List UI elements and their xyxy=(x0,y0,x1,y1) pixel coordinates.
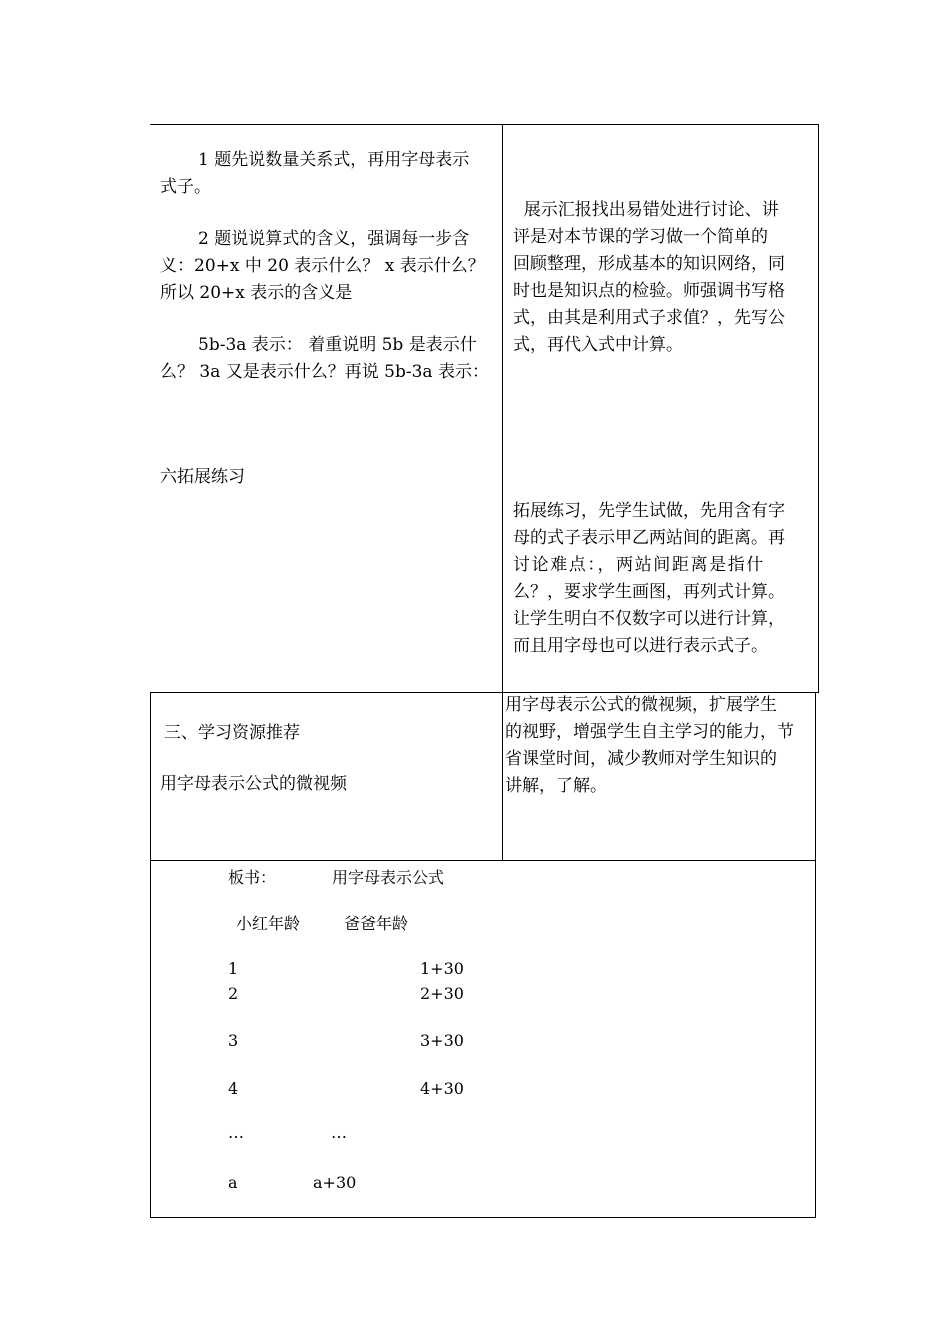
board-row-1-a: 1 xyxy=(228,959,239,978)
explanation-line: 展示汇报找出易错处进行讨论、讲 xyxy=(513,200,779,220)
para2-line2: 义：20+x 中 20 表示什么？ x 表示什么？ xyxy=(160,256,485,276)
board-row-5-b: … xyxy=(331,1123,347,1142)
board-top-border xyxy=(150,860,816,861)
table-bottom-border xyxy=(150,1217,816,1218)
resource-heading: 三、学习资源推荐 xyxy=(164,723,300,743)
board-row-1-b: 1+30 xyxy=(420,959,464,978)
explanation-line: 回顾整理，形成基本的知识网络，同 xyxy=(513,254,785,274)
board-row-3-b: 3+30 xyxy=(420,1031,464,1050)
board-row-6-b: a+30 xyxy=(313,1173,357,1192)
explanation-block-1 xyxy=(513,197,785,359)
table-right-border-lower xyxy=(815,692,816,1218)
table-top-border xyxy=(150,124,819,125)
board-label: 板书： xyxy=(228,868,277,887)
explanation-line: 么？，要求学生画图，再列式计算。 xyxy=(513,582,785,602)
resource-explanation-line: 的视野，增强学生自主学习的能力，节 xyxy=(505,722,794,742)
para3-line1: 5b-3a 表示： 着重说明 5b 是表示什 xyxy=(198,335,477,355)
section2-right-cell xyxy=(505,692,794,800)
board-row-3-a: 3 xyxy=(228,1031,239,1050)
board-row-2-a: 2 xyxy=(228,984,239,1003)
section-heading-extension-practice: 六拓展练习 xyxy=(160,467,245,487)
column-header-xiaohong-age: 小红年龄 xyxy=(236,914,301,933)
column-header-father-age: 爸爸年龄 xyxy=(344,914,409,933)
section1-right-border xyxy=(818,124,819,692)
explanation-line: 让学生明白不仅数字可以进行计算， xyxy=(513,609,785,629)
board-row-4-b: 4+30 xyxy=(420,1079,464,1098)
explanation-line: 拓展练习，先学生试做，先用含有字 xyxy=(513,501,785,521)
explanation-line: 讨论难点：，两站间距离是指什 xyxy=(513,555,765,575)
explanation-line: 而且用字母也可以进行表示式子。 xyxy=(513,636,768,656)
board-row-2-b: 2+30 xyxy=(420,984,464,1003)
resource-explanation-line: 省课堂时间，减少教师对学生知识的 xyxy=(505,749,777,769)
para1-line1: 1 题先说数量关系式，再用字母表示 xyxy=(198,150,470,170)
para1-line2: 式子。 xyxy=(160,177,211,197)
explanation-line: 式，由其是利用式子求值？，先写公 xyxy=(513,308,785,328)
resource-explanation-line: 讲解，了解。 xyxy=(505,776,607,796)
explanation-line: 式，再代入式中计算。 xyxy=(513,335,683,355)
explanation-line: 时也是知识点的检验。师强调书写格 xyxy=(513,281,785,301)
explanation-line: 母的式子表示甲乙两站间的距离。再 xyxy=(513,528,785,548)
board-title: 用字母表示公式 xyxy=(332,868,445,887)
resource-explanation-line: 用字母表示公式的微视频，扩展学生 xyxy=(505,695,777,715)
para2-line3: 所以 20+x 表示的含义是 xyxy=(160,283,353,303)
section1-divider xyxy=(502,124,503,861)
board-row-6-a: a xyxy=(228,1173,238,1192)
board-row-5-a: … xyxy=(228,1123,244,1142)
board-row-4-a: 4 xyxy=(228,1079,239,1098)
para3-line2: 么？ 3a 又是表示什么？再说 5b-3a 表示： xyxy=(160,362,489,382)
para2-line1: 2 题说说算式的含义，强调每一步含 xyxy=(198,229,470,249)
explanation-line: 评是对本节课的学习做一个简单的 xyxy=(513,227,768,247)
explanation-block-2 xyxy=(513,498,785,660)
resource-item: 用字母表示公式的微视频 xyxy=(160,774,347,794)
table-left-border-lower xyxy=(150,692,151,1218)
